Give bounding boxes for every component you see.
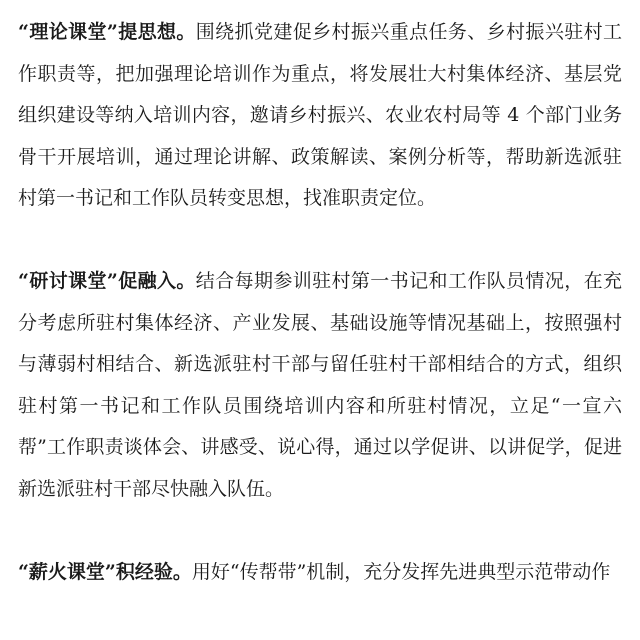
paragraph-text: 用好“传帮带”机制，充分发挥先进典型示范带动作 (191, 560, 611, 583)
paragraph-torch-class (18, 552, 622, 594)
paragraph-discussion-class (18, 261, 622, 511)
paragraph-text: 围绕抓党建促乡村振兴重点任务、乡村振兴驻村工作职责等，把加强理论培训作为重点，将发展壮大村集体经济、基层党组织建设等纳入培训内容，邀请乡村振兴、农业农村局等 4 个部门业务骨干开展培训，通过理论讲解、政策解读、案例分析等，帮助新选派驻村第一书记和工作队员转变思想，找准职责定位。 (18, 21, 622, 210)
paragraph-theory-class (18, 12, 622, 220)
paragraph-heading: “薪火课堂”积经验。 (18, 560, 192, 583)
paragraph-heading: “理论课堂”提思想。 (18, 21, 196, 43)
paragraph-heading: “研讨课堂”促融入。 (18, 269, 196, 292)
document-body (18, 12, 622, 634)
paragraph-text: 结合每期参训驻村第一书记和工作队员情况，在充分考虑所驻村集体经济、产业发展、基础设施等情况基础上，按照强村与薄弱村相结合、新选派驻村干部与留任驻村干部相结合的方式，组织驻村第一书记和工作队员围绕培训内容和所驻村情况，立足“一宣六帮”工作职责谈体会、讲感受、说心得，通过以学促讲、以讲促学，促进新选派驻村干部尽快融入队伍。 (18, 269, 622, 500)
